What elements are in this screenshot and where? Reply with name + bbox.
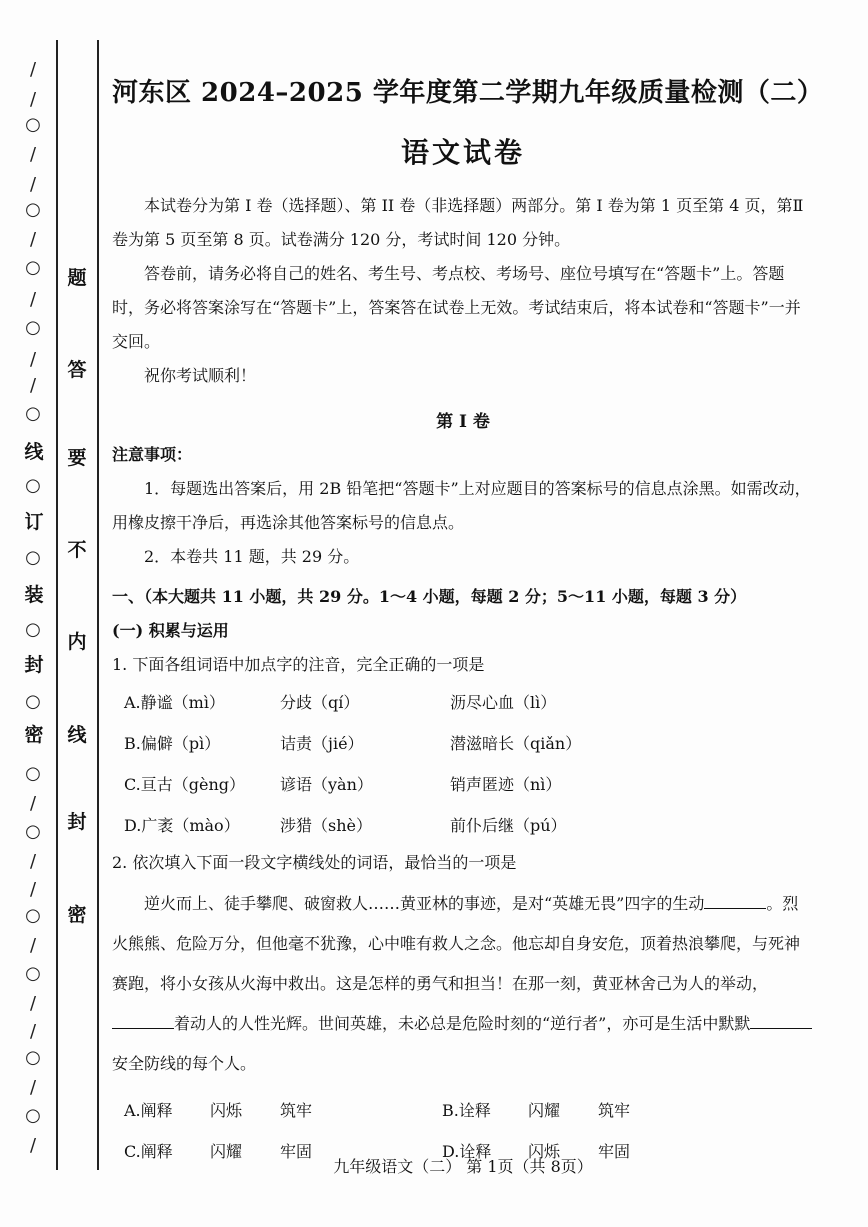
exam-page (112, 72, 824, 1172)
option-word: 分歧（qí） (280, 693, 360, 712)
answer-blank (112, 1008, 174, 1029)
margin-circle: ○ (25, 199, 41, 220)
passage-text: 。烈火熊熊、危险万分，但他毫不犹豫，心中唯有救人之念。他忘却自身安危，顶着热浪攀爬，与死神赛跑，将小女孩从火海中救出。这是怎样的勇气和担当！在那一刻，黄亚林舍己为人的举动， (112, 894, 801, 993)
margin-dash: / (29, 935, 37, 956)
option-word: 牢固 (280, 1142, 313, 1161)
margin-dash: / (29, 375, 37, 396)
margin-circle: ○ (25, 763, 41, 784)
exam-title: 河东区 2024–2025 学年度第二学期九年级质量检测（二） (112, 78, 824, 108)
notes-item: 1．每题选出答案后，用 2B 铅笔把“答题卡”上对应题目的答案标号的信息点涂黑。如需改动，用橡皮擦干净后，再选涂其他答案标号的信息点。 (112, 479, 811, 532)
option-word: 销声匿迹（nì） (450, 775, 562, 794)
answer-blank (750, 1008, 812, 1029)
section-heading: 一、（本大题共 11 小题，共 29 分。1～4 小题，每题 2 分；5～11 小题，每题 3 分） (112, 587, 747, 606)
margin-circle: ○ (25, 963, 41, 984)
intro-paragraph: 本试卷分为第 I 卷（选择题）、第 II 卷（非选择题）两部分。第 I 卷为第 1 页至第 4 页，第Ⅱ卷为第 5 页至第 8 页。试卷满分 120 分，考试时间 120 分钟。 (112, 196, 804, 249)
margin-dash: / (29, 1135, 37, 1156)
notice-char: 要 (67, 447, 87, 469)
option-row[interactable] (112, 805, 814, 846)
exam-subtitle: 语文试卷 (400, 136, 525, 169)
notice-char: 不 (67, 539, 87, 561)
option-word: 闪耀 (210, 1142, 243, 1161)
page-footer: 九年级语文（二） 第 1页（共 8页） (333, 1157, 593, 1176)
answer-blank (704, 888, 766, 909)
option-word: B.偏僻（pì） (124, 734, 221, 753)
option-word: 谚语（yàn） (280, 775, 373, 794)
passage-text: 着动人的人性光辉。世间英雄，未必总是危险时刻的“逆行者”，亦可是生活中默默 (174, 1014, 751, 1033)
option-word: A.静谧（mì） (124, 693, 225, 712)
passage-text: 安全防线的每个人。 (112, 1054, 257, 1073)
option-word: C.阐释 (124, 1142, 173, 1161)
margin-circle: ○ (25, 1047, 41, 1068)
notice-char: 答 (67, 359, 87, 381)
option-word: B.诠释 (442, 1101, 491, 1120)
option-row (112, 1090, 814, 1131)
intro-paragraph: 答卷前，请务必将自己的姓名、考生号、考点校、考场号、座位号填写在“答题卡”上。答题时，务必将答案涂写在“答题卡”上，答案答在试卷上无效。考试结束后，将本试卷和“答题卡”一并交回。 (112, 264, 801, 351)
option-row[interactable] (112, 764, 814, 805)
seal-char: 装 (24, 584, 44, 606)
margin-circle: ○ (25, 619, 41, 640)
question-stem: 2. 依次填入下面一段文字横线处的词语，最恰当的一项是 (112, 853, 517, 872)
margin-dash: / (29, 851, 37, 872)
margin-dash: / (29, 793, 37, 814)
margin-dash: / (29, 89, 37, 110)
notes-heading: 注意事项： (112, 445, 193, 464)
subsection-heading: (一) 积累与运用 (112, 621, 229, 640)
margin-circle: ○ (25, 403, 41, 424)
passage-text: 逆火而上、徒手攀爬、破窗救人……黄亚林的事迹，是对“英雄无畏”四字的生动 (144, 894, 705, 913)
notice-char: 题 (67, 267, 87, 289)
margin-dash: / (29, 1077, 37, 1098)
margin-circle: ○ (25, 114, 41, 135)
margin-circle: ○ (25, 691, 41, 712)
option-word: 筑牢 (598, 1101, 631, 1120)
margin-dash: / (29, 1021, 37, 1042)
option-word: 涉猎（shè） (280, 816, 372, 835)
option-group[interactable] (442, 1090, 630, 1131)
option-word: 潜滋暗长（qiǎn） (450, 734, 582, 753)
seal-char: 线 (24, 441, 44, 463)
margin-dash: / (29, 289, 37, 310)
option-word: 闪烁 (528, 1142, 561, 1161)
seal-line-left (56, 40, 58, 1170)
binding-margin (0, 0, 100, 1227)
option-group[interactable] (124, 1090, 442, 1131)
margin-circle: ○ (25, 905, 41, 926)
volume-heading: 第 I 卷 (436, 412, 490, 432)
margin-dash: / (29, 229, 37, 250)
q2-passage (112, 884, 814, 1084)
notice-char: 内 (67, 631, 87, 653)
margin-circle: ○ (25, 257, 41, 278)
margin-circle: ○ (25, 475, 41, 496)
option-word: D.广袤（mào） (124, 816, 240, 835)
seal-char: 封 (24, 654, 44, 676)
margin-circle: ○ (25, 317, 41, 338)
option-word: 前仆后继（pú） (450, 816, 567, 835)
notice-char: 线 (67, 724, 87, 746)
margin-dash: / (29, 879, 37, 900)
option-word: 牢固 (598, 1142, 631, 1161)
notice-char: 密 (67, 904, 87, 926)
option-word: D.诠释 (442, 1142, 492, 1161)
option-word: 诘责（jié） (280, 734, 364, 753)
margin-dash: / (29, 59, 37, 80)
option-word: 闪烁 (210, 1101, 243, 1120)
margin-circle: ○ (25, 547, 41, 568)
option-row[interactable] (112, 682, 814, 723)
notice-char: 封 (67, 811, 87, 833)
margin-circle: ○ (25, 1105, 41, 1126)
margin-circle: ○ (25, 821, 41, 842)
option-row[interactable] (112, 723, 814, 764)
intro-wish: 祝你考试顺利！ (144, 366, 257, 385)
option-word: C.亘古（gèng） (124, 775, 246, 794)
seal-line-right (97, 40, 99, 1170)
q1-options (112, 682, 814, 846)
margin-dash: / (29, 144, 37, 165)
option-word: 沥尽心血（lì） (450, 693, 557, 712)
margin-dash: / (29, 174, 37, 195)
notes-item: 2．本卷共 11 题，共 29 分。 (144, 547, 360, 566)
seal-char: 订 (24, 511, 44, 533)
option-word: 闪耀 (528, 1101, 561, 1120)
option-word: A.阐释 (124, 1101, 173, 1120)
margin-dash: / (29, 993, 37, 1014)
seal-char: 密 (24, 724, 44, 746)
question-stem: 1. 下面各组词语中加点字的注音，完全正确的一项是 (112, 655, 485, 674)
option-word: 筑牢 (280, 1101, 313, 1120)
margin-dash: / (29, 349, 37, 370)
